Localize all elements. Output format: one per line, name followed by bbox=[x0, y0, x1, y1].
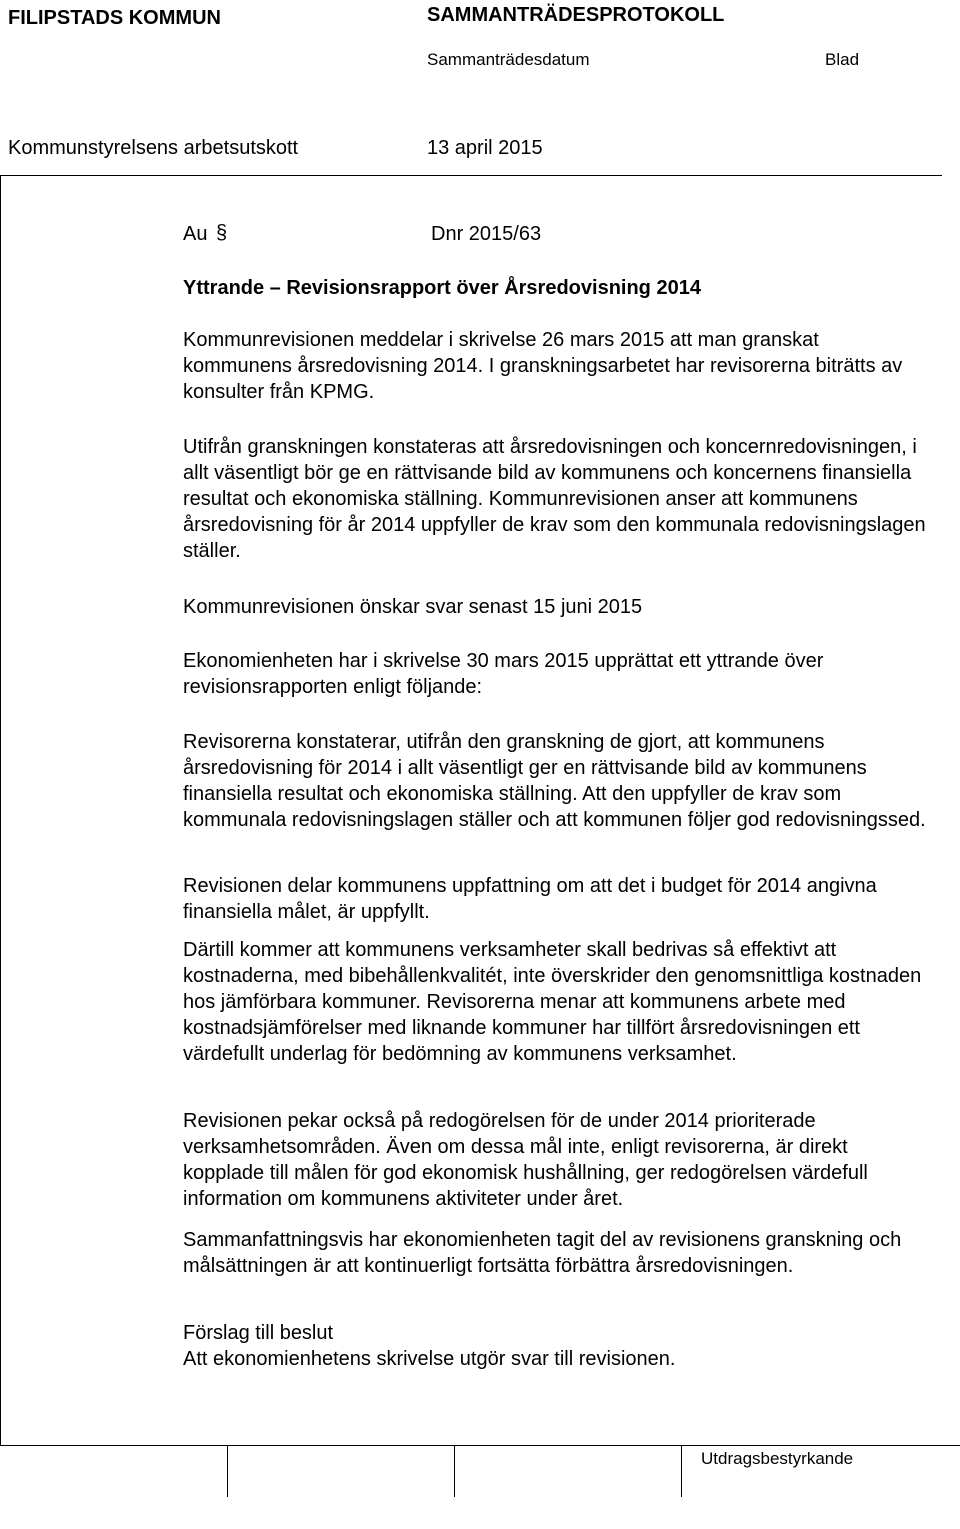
body-paragraph bbox=[183, 937, 928, 1067]
page-label: Blad bbox=[825, 50, 860, 69]
meeting-date-label: Sammanträdesdatum bbox=[427, 50, 590, 69]
body-paragraph bbox=[183, 594, 928, 620]
organization-name: FILIPSTADS KOMMUN bbox=[8, 7, 221, 29]
paragraph-text: Revisorerna konstaterar, utifrån den granskning de gjort, att kommunens årsredovisning för 2014 i allt väsentligt ger en rättvisande bild av kommunens finansiella resultat och ekonomiska ställning. Att den uppfyller de krav som kommunala redovisningslagen ställer och att kommunen följer god redovisningssed. bbox=[183, 731, 926, 831]
top-frame-line bbox=[0, 175, 942, 176]
body-paragraph bbox=[183, 327, 928, 405]
signature-box-divider bbox=[227, 1445, 228, 1497]
paragraph-text: Kommunrevisionen önskar svar senast 15 juni 2015 bbox=[183, 596, 643, 618]
body-paragraph bbox=[183, 1227, 928, 1279]
paragraph-text: Revisionen pekar också på redogörelsen för de under 2014 prioriterade verksamhetsområden. Även om dessa mål inte, enligt revisorerna, är direkt kopplade till målen för god ekonomisk hushållning, ger redogörelsen värdefull information om kommunens aktiviteter under året. bbox=[183, 1110, 868, 1210]
case-heading: Yttrande – Revisionsrapport över Årsredovisning 2014 bbox=[183, 277, 701, 299]
body-paragraph bbox=[183, 873, 928, 925]
body-paragraph bbox=[183, 1108, 928, 1212]
document-type: SAMMANTRÄDESPROTOKOLL bbox=[427, 4, 725, 26]
proposal-block bbox=[183, 1320, 928, 1372]
attestation-label: Utdragsbestyrkande bbox=[701, 1449, 854, 1468]
section-mark: Au bbox=[183, 223, 208, 245]
paragraph-text: Utifrån granskningen konstateras att årsredovisningen och koncernredovisningen, i allt väsentligt bör ge en rättvisande bild av kommunens och koncernens finansiella resultat och ekonomiska ställning. Kommunrevisionen anser att kommunens årsredovisning för år 2014 uppfyller de krav som den kommunala redovisningslagen ställer. bbox=[183, 436, 926, 562]
proposal-title: Förslag till beslut bbox=[183, 1322, 334, 1344]
paragraph-text: Sammanfattningsvis har ekonomienheten tagit del av revisionens granskning och målsättningen är att kontinuerligt fortsätta förbättra årsredovisningen. bbox=[183, 1229, 902, 1277]
footer-frame-line bbox=[0, 1445, 960, 1446]
paragraph-text: Ekonomienheten har i skrivelse 30 mars 2015 upprättat ett yttrande över revisionsrapporten enligt följande: bbox=[183, 650, 824, 698]
body-paragraph bbox=[183, 648, 928, 700]
paragraph-text: Kommunrevisionen meddelar i skrivelse 26 mars 2015 att man granskat kommunens årsredovisning 2014. I granskningsarbetet har revisorerna biträtts av konsulter från KPMG. bbox=[183, 329, 903, 403]
proposal-text: Att ekonomienhetens skrivelse utgör svar till revisionen. bbox=[183, 1348, 676, 1370]
section-sign-icon: § bbox=[216, 222, 228, 244]
body-paragraph bbox=[183, 434, 928, 564]
signature-box-divider bbox=[681, 1445, 682, 1497]
registration-number: Dnr 2015/63 bbox=[431, 223, 542, 245]
body-paragraph bbox=[183, 729, 928, 833]
left-frame-line bbox=[0, 175, 1, 1446]
paragraph-text: Därtill kommer att kommunens verksamheter skall bedrivas så effektivt att kostnaderna, med bibehållenkvalitét, inte överskrider den genomsnittliga kostnaden hos jämförbara kommuner. Revisorerna menar att kommunens arbete med kostnadsjämförelser med liknande kommuner har tillfört årsredovisningen ett värdefullt underlag för bedömning av kommunens verksamhet. bbox=[183, 939, 922, 1065]
meeting-date: 13 april 2015 bbox=[427, 137, 543, 159]
paragraph-text: Revisionen delar kommunens uppfattning om att det i budget för 2014 angivna finansiella målet, är uppfyllt. bbox=[183, 875, 877, 923]
committee-name: Kommunstyrelsens arbetsutskott bbox=[8, 137, 299, 159]
signature-box-divider bbox=[454, 1445, 455, 1497]
